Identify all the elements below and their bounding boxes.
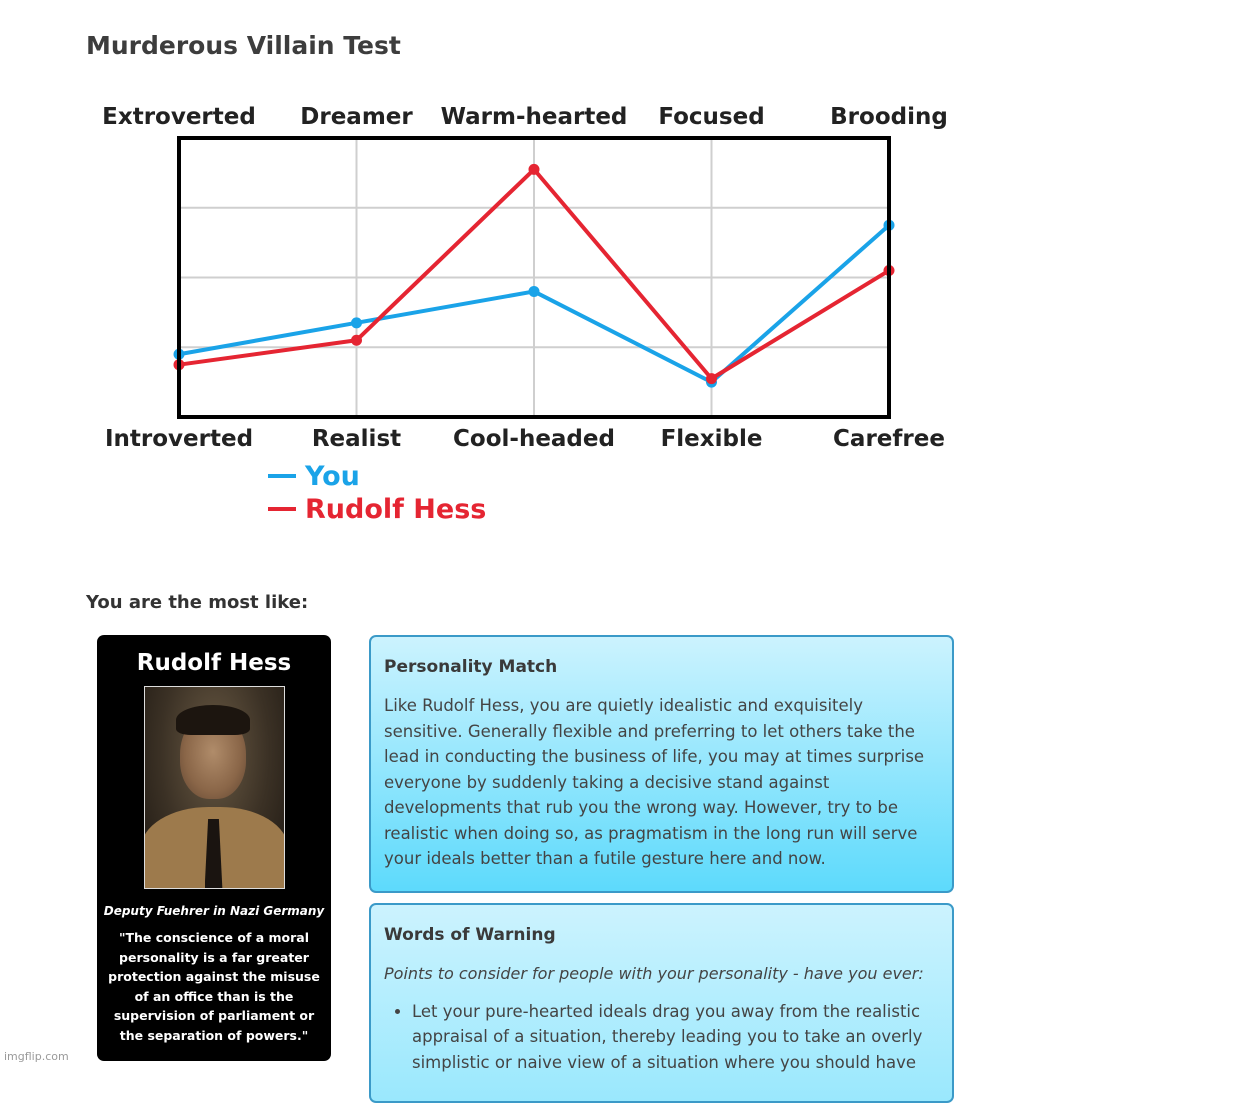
- chart-grid: [179, 138, 889, 417]
- data-point: [351, 317, 362, 328]
- top-axis-labels: [102, 104, 948, 130]
- bottom-axis-label: Cool-headed: [453, 426, 615, 452]
- bottom-axis-label: Introverted: [104, 426, 254, 452]
- most-like-label: You are the most like:: [86, 592, 309, 613]
- character-quote: "The conscience of a moral personality is a far greater protection against the misuse of an office than is the supervision of parliament or the separation of powers.": [108, 930, 320, 1043]
- watermark: imgflip.com: [4, 1050, 69, 1063]
- top-axis-label: Extroverted: [102, 104, 256, 130]
- warning-item: • Let your pure-hearted ideals drag you away from the realistic appraisal of a situation, thereby leading you to take an overly simplistic or naive view of a situation where you should have: [412, 999, 939, 1076]
- words-of-warning-heading: Words of Warning: [384, 925, 556, 945]
- character-portrait: [144, 686, 285, 889]
- data-point: [706, 373, 717, 384]
- bottom-axis-label: Realist: [311, 426, 402, 452]
- personality-match-text: Like Rudolf Hess, you are quietly idealistic and exquisitely sensitive. Generally flexible and preferring to let others take the lead in conducting the business of life, you may at times surprise everyone by suddenly taking a decisive stand against developments that rub you the wrong way. However, try to be realistic when doing so, as pragmatism in the long run will serve your ideals better than a futile gesture here and now.: [384, 696, 925, 868]
- warning-list: [384, 999, 939, 1076]
- data-point: [351, 335, 362, 346]
- data-point: [529, 286, 540, 297]
- personality-chart: [100, 90, 960, 540]
- data-point: [529, 164, 540, 175]
- personality-match-heading: Personality Match: [384, 657, 558, 677]
- legend-label: You: [305, 461, 360, 492]
- bottom-axis-label: Carefree: [833, 426, 945, 452]
- bottom-axis-label: Flexible: [660, 426, 763, 452]
- character-role: Deputy Fuehrer in Nazi Germany: [103, 904, 325, 918]
- words-of-warning-panel: [369, 903, 954, 1103]
- bottom-axis-labels: [105, 426, 945, 452]
- top-axis-label: Focused: [658, 104, 765, 130]
- top-axis-label: Dreamer: [300, 104, 413, 130]
- personality-match-panel: [369, 635, 954, 893]
- character-card: [97, 635, 331, 1061]
- chart-legend: [268, 461, 486, 525]
- legend-label: Rudolf Hess: [305, 494, 487, 525]
- page-title: Murderous Villain Test: [86, 31, 401, 60]
- character-name: Rudolf Hess: [136, 650, 292, 676]
- top-axis-label: Brooding: [830, 104, 948, 130]
- top-axis-label: Warm-hearted: [440, 104, 628, 130]
- words-of-warning-intro: Points to consider for people with your personality - have you ever:: [384, 964, 924, 983]
